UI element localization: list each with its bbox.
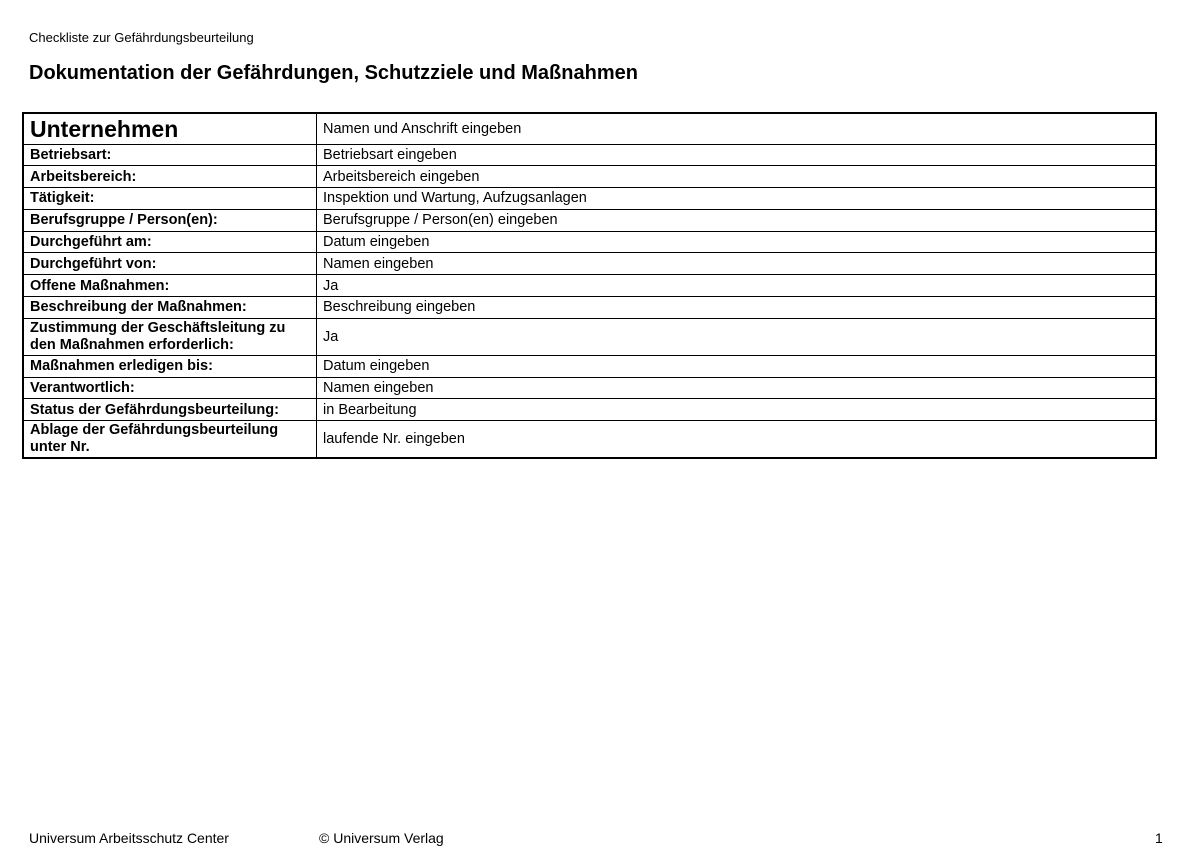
- document-title: Dokumentation der Gefährdungen, Schutzziele und Maßnahmen: [29, 62, 638, 84]
- table-row-measures-description: [23, 297, 1156, 319]
- open-measures-field[interactable]: Ja: [317, 275, 1157, 297]
- operation-type-field[interactable]: Betriebsart eingeben: [317, 144, 1157, 166]
- filing-number-field[interactable]: laufende Nr. eingeben: [317, 421, 1157, 458]
- table-row-performed-on: [23, 231, 1156, 253]
- work-area-field[interactable]: Arbeitsbereich eingeben: [317, 166, 1157, 188]
- field-label: Tätigkeit:: [23, 188, 317, 210]
- field-label: Offene Maßnahmen:: [23, 275, 317, 297]
- field-label: Arbeitsbereich:: [23, 166, 317, 188]
- management-approval-field[interactable]: Ja: [317, 318, 1157, 355]
- field-label: Zustimmung der Geschäftsleitung zu den Maßnahmen erforderlich:: [23, 318, 317, 355]
- field-label: Durchgeführt am:: [23, 231, 317, 253]
- table-row-due-date: [23, 355, 1156, 377]
- assessment-form-table: [22, 112, 1157, 459]
- table-row-performed-by: [23, 253, 1156, 275]
- document-supertitle: Checkliste zur Gefährdungsbeurteilung: [29, 30, 254, 45]
- table-row-filing-number: [23, 421, 1156, 458]
- performed-by-field[interactable]: Namen eingeben: [317, 253, 1157, 275]
- responsible-field[interactable]: Namen eingeben: [317, 377, 1157, 399]
- table-row-status: [23, 399, 1156, 421]
- performed-on-field[interactable]: Datum eingeben: [317, 231, 1157, 253]
- measures-description-field[interactable]: Beschreibung eingeben: [317, 297, 1157, 319]
- table-row-management-approval: [23, 318, 1156, 355]
- field-label: Betriebsart:: [23, 144, 317, 166]
- footer-copyright: © Universum Verlag: [319, 830, 444, 846]
- table-row-profession: [23, 209, 1156, 231]
- field-label: Maßnahmen erledigen bis:: [23, 355, 317, 377]
- field-label: Verantwortlich:: [23, 377, 317, 399]
- field-label: Ablage der Gefährdungsbeurteilung unter Nr.: [23, 421, 317, 458]
- table-row-work-area: [23, 166, 1156, 188]
- table-row-open-measures: [23, 275, 1156, 297]
- table-row-responsible: [23, 377, 1156, 399]
- table-row-operation-type: [23, 144, 1156, 166]
- activity-field[interactable]: Inspektion und Wartung, Aufzugsanlagen: [317, 188, 1157, 210]
- field-label: Beschreibung der Maßnahmen:: [23, 297, 317, 319]
- company-field[interactable]: Namen und Anschrift eingeben: [317, 113, 1157, 144]
- footer-page-number: 1: [1155, 830, 1163, 846]
- field-label: Berufsgruppe / Person(en):: [23, 209, 317, 231]
- status-field[interactable]: in Bearbeitung: [317, 399, 1157, 421]
- table-row-company: [23, 113, 1156, 144]
- field-label: Durchgeführt von:: [23, 253, 317, 275]
- company-label: Unternehmen: [23, 113, 317, 144]
- table-row-activity: [23, 188, 1156, 210]
- due-date-field[interactable]: Datum eingeben: [317, 355, 1157, 377]
- profession-field[interactable]: Berufsgruppe / Person(en) eingeben: [317, 209, 1157, 231]
- footer-organization: Universum Arbeitsschutz Center: [29, 830, 229, 846]
- field-label: Status der Gefährdungsbeurteilung:: [23, 399, 317, 421]
